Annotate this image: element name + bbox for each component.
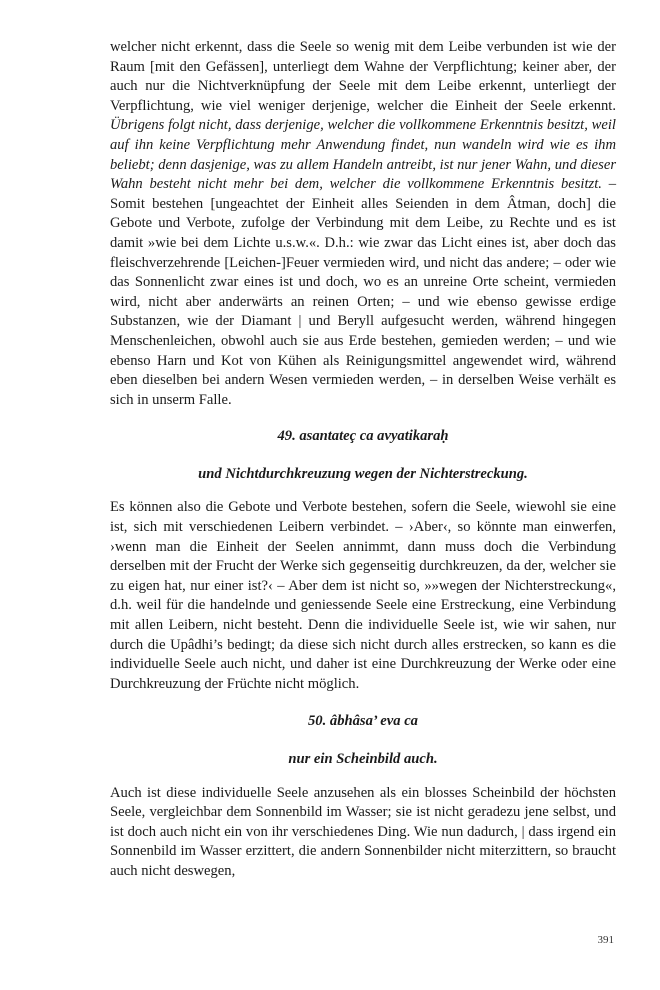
page-number: 391 <box>597 934 614 946</box>
paragraph-1-italic-passage: Übrigens folgt nicht, dass derjenige, welcher die vollkommene Erkenntnis besitzt, weil auf ihn keine Verpflichtung mehr Anwendung findet, nun wandeln wird wie es ihm beliebt; denn dasjenige, was zu allem Handeln antreibt, ist nur jener Wahn, und dieser Wahn besteht nicht mehr bei dem, welcher die vollkommene Erkenntnis besitzt. <box>110 117 616 193</box>
sutra-50-german-heading: nur ein Scheinbild auch. <box>288 751 438 767</box>
sutra-50-sanskrit-heading: 50. âbhâsa’ eva ca <box>308 713 418 730</box>
sutra-49-german-heading: und Nichtdurchkreuzung wegen der Nichterstreckung. <box>198 465 528 482</box>
sutra-49-sanskrit-heading: 49. asantateç ca avyatikaraḥ <box>277 428 449 445</box>
paragraph-1 <box>110 38 616 410</box>
paragraph-2: Es können also die Gebote und Verbote bestehen, sofern die Seele, wiewohl sie eine ist, sich mit verschiedenen Leibern verbindet. – ›Aber‹, so könnte man einwerfen, ›wenn man die Einheit der Seelen annimmt, dann muss doch die Verbindung derselben mit der Frucht der Werke sich gegenseitig durchkreuzen, da der, welcher sie zu eigen hat, nur einer ist?‹ – Aber dem ist nicht so, »»wegen der Nichterstreckung«, d.h. weil für die handelnde und geniessende Seele eine Erstreckung, eine Verbindung mit allen Leibern, nicht besteht. Denn die individuelle Seele ist, wie wir sahen, nur durch die Upâdhi’s bedingt; da diese sich nicht durch alles erstrecken, so kann es die individuelle Seele auch nicht, und daher ist eine Durchkreuzung der Werke oder eine Durchkreuzung der Früchte nicht möglich. <box>110 499 616 692</box>
page-content <box>110 38 616 882</box>
paragraph-1-text-a: welcher nicht erkennt, dass die Seele so wenig mit dem Leibe verbunden ist wie der Raum [mit den Gefässen], unterliegt dem Wahne der Verpflichtung; keiner aber, der auch nur die Nichtverknüpfung der Seele mit dem Leibe erkennt, unterliegt der Verpflichtung, wie viel weniger derjenige, welcher die Einheit der Seele erkennt. <box>110 39 616 114</box>
paragraph-1-text-b: – Somit bestehen [ungeachtet der Einheit alles Seienden in dem Âtman, doch] die Gebote und Verbote, zufolge der Verbindung mit dem Leibe, zu Rechte und es ist damit »wie bei dem Lichte u.s.w.«. D.h.: wie zwar das Licht eines ist, aber doch das fleischverzehrende [Leichen-]Feuer vermieden wird, und nicht das andere; – oder wie das Sonnenlicht zwar eines ist und doch, wo es an unreine Orte scheint, vermieden wird, nicht aber anderwärts an reinen Orten; – und wie ebenso gewisse erdige Substanzen, wie der Diamant | und Beryll aufgesucht werden, während hingegen Menschenleichen, obwohl auch sie aus Erde bestehen, gemieden werden; – und wie ebenso Harn und Kot von Kühen als Reinigungsmittel angewendet wird, während eben dieselben bei andern Wesen vermieden werden, – in derselben Weise verhält es sich in unserm Falle. <box>110 176 616 408</box>
paragraph-3: Auch ist diese individuelle Seele anzusehen als ein blosses Scheinbild der höchsten Seele, vergleichbar dem Sonnenbild im Wasser; sie ist nicht geradezu jene selbst, und ist doch auch nicht ein von ihr verschiedenes Ding. Wie nun dadurch, | dass irgend ein Sonnenbild im Wasser erzittert, die andern Sonnenbilder nicht miterzittern, so braucht auch nicht deswegen, <box>110 784 616 879</box>
